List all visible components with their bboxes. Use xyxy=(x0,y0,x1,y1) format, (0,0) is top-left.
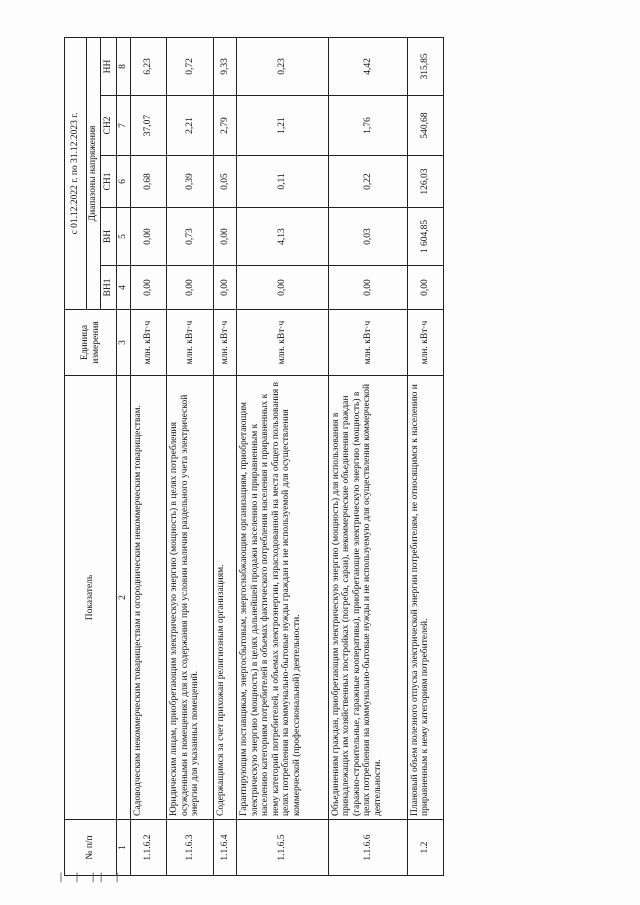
value-nn: 9,33 xyxy=(214,37,237,95)
value-nn: 0,23 xyxy=(237,37,329,95)
value-vn1: 0,00 xyxy=(214,266,237,310)
value-sn1: 0,11 xyxy=(237,156,329,208)
value-sn2: 2,21 xyxy=(167,96,214,156)
table-row xyxy=(328,37,407,875)
header-level-sn1: СН1 xyxy=(101,156,117,208)
value-sn1: 0,68 xyxy=(131,156,167,208)
row-indicator: Юридическим лицам, приобретающим электрическую энергию (мощность) в целях потребления осужденными в помещениях для их содержания при условии наличия раздельного учета электрической энергии для указанных помещений. xyxy=(167,376,214,820)
header-indicator: Показатель xyxy=(65,376,117,820)
row-number: 1.1.6.4 xyxy=(214,820,237,876)
value-sn1: 126,03 xyxy=(407,156,443,208)
row-unit: млн. кВт·ч xyxy=(237,310,329,376)
header-level-vn1: ВН1 xyxy=(101,266,117,310)
value-sn1: 0,22 xyxy=(328,156,407,208)
col-number: 8 xyxy=(117,37,131,95)
value-vn: 0,00 xyxy=(131,208,167,266)
row-indicator: Содержащимся за счет прихожан религиозным организациям. xyxy=(214,376,237,820)
volume-table xyxy=(64,37,444,876)
value-vn1: 0,00 xyxy=(131,266,167,310)
row-unit: млн. кВт·ч xyxy=(131,310,167,376)
col-number: 5 xyxy=(117,208,131,266)
row-indicator: Садоводческим некоммерческим товариществам и огородническим некоммерческим товариществам. xyxy=(131,376,167,820)
header-num: № п/п xyxy=(65,820,117,876)
rotated-page xyxy=(64,38,444,876)
row-number: 1.1.6.3 xyxy=(167,820,214,876)
col-number: 4 xyxy=(117,266,131,310)
value-sn1: 0,39 xyxy=(167,156,214,208)
table-row xyxy=(237,37,329,875)
value-vn: 0,00 xyxy=(214,208,237,266)
value-nn: 4,42 xyxy=(328,37,407,95)
row-unit: млн. кВт·ч xyxy=(167,310,214,376)
row-number: 1.1.6.2 xyxy=(131,820,167,876)
edge-marks: | | || | xyxy=(58,872,123,883)
header-level-vn: ВН xyxy=(101,208,117,266)
row-indicator: Гарантирующим поставщикам, энергосбытовым, энергоснабжающим организациям, приобретающим электрическую энергию (мощность) в целях дальнейшей продажи населению и приравненным к населению категориям потребителей в объемах фактического потребления населения и приравненных к нему категорий потребителей, и объемах электроэнергии, израсходованной на места общего пользования в целях потребления на коммунально-бытовые нужды граждан и не используемой для осуществления коммерческой (профессиональной) деятельности. xyxy=(237,376,329,820)
table-row xyxy=(214,37,237,875)
row-number: 1.1.6.6 xyxy=(328,820,407,876)
col-number: 7 xyxy=(117,96,131,156)
table-row xyxy=(407,37,443,875)
table-row xyxy=(131,37,167,875)
col-number: 6 xyxy=(117,156,131,208)
value-sn2: 540,68 xyxy=(407,96,443,156)
value-nn: 0,72 xyxy=(167,37,214,95)
value-vn1: 0,00 xyxy=(237,266,329,310)
value-nn: 315,85 xyxy=(407,37,443,95)
value-vn1: 0,00 xyxy=(407,266,443,310)
value-sn2: 1,21 xyxy=(237,96,329,156)
header-period: с 01.12.2022 г. по 31.12.2023 г. xyxy=(65,37,87,309)
col-number: 3 xyxy=(117,310,131,376)
header-level-sn2: СН2 xyxy=(101,96,117,156)
header-level-nn: НН xyxy=(101,37,117,95)
value-vn: 4,13 xyxy=(237,208,329,266)
value-vn: 0,03 xyxy=(328,208,407,266)
col-number: 2 xyxy=(117,376,131,820)
value-vn: 1 604,85 xyxy=(407,208,443,266)
header-ranges: Диапазоны напряжения xyxy=(87,37,101,309)
value-vn: 0,73 xyxy=(167,208,214,266)
row-number: 1.1.6.5 xyxy=(237,820,329,876)
col-number: 1 xyxy=(117,820,131,876)
value-sn1: 0,05 xyxy=(214,156,237,208)
row-unit: млн. кВт·ч xyxy=(407,310,443,376)
value-vn1: 0,00 xyxy=(328,266,407,310)
value-sn2: 37,07 xyxy=(131,96,167,156)
row-indicator: Объединениям граждан, приобретающим электрическую энергию (мощность) для использования в принадлежащих им хозяйственных постройках (погреба, сараи), некоммерческие объединения граждан (гаражно-строительные, гаражные кооперативы), приобретающие электрическую энергию (мощность) в целях потребления на коммунально-бытовые нужды и не используемую для осуществления коммерческой деятельности. xyxy=(328,376,407,820)
table-row xyxy=(167,37,214,875)
value-nn: 6,23 xyxy=(131,37,167,95)
row-indicator: Плановый объем полезного отпуска электрической энергии потребителям, не относящимся к населению и приравненным к нему категориям потребителей. xyxy=(407,376,443,820)
row-number: 1.2 xyxy=(407,820,443,876)
value-sn2: 1,76 xyxy=(328,96,407,156)
value-sn2: 2,79 xyxy=(214,96,237,156)
row-unit: млн. кВт·ч xyxy=(328,310,407,376)
row-unit: млн. кВт·ч xyxy=(214,310,237,376)
header-unit: Единица измерения xyxy=(65,310,117,376)
value-vn1: 0,00 xyxy=(167,266,214,310)
